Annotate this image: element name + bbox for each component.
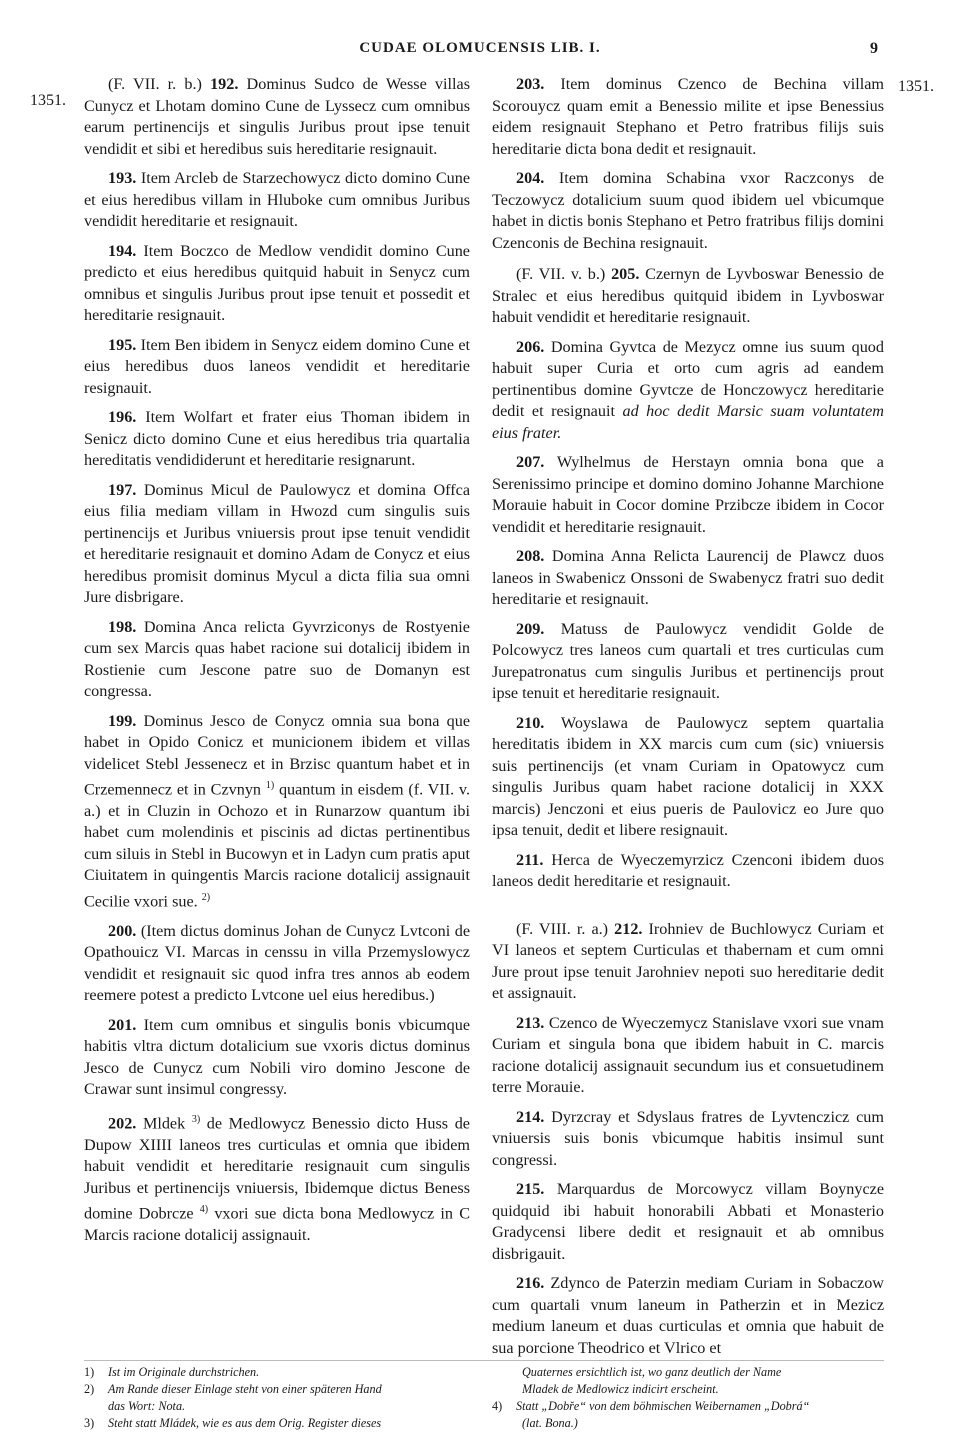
entry-208 [492, 546, 884, 611]
entry-214 [492, 1107, 884, 1172]
footnote-marker: 4) [492, 1399, 503, 1413]
footnote-mark: 4 [199, 1204, 205, 1216]
entry-198 [84, 617, 470, 703]
entry-193 [84, 168, 470, 233]
entry-text: Domina Anca relicta Gyvrziconys de Rostyenie cum sex Marcis quas habet racione sui dotalicij ibidem in Rostienie cum Jescone patre suo de Domanyn est congressa. [84, 617, 470, 700]
entry-text: Dominus Jesco de Conycz omnia sua bona que habet in Opido Conicz et municionem ibidem et villas videlicet Stebl Jessenecz et in Brzisc quantum habet et in Crzemennecz et in Czvnyn [84, 711, 471, 799]
entry-text: (Item dictus dominus Johan de Cunycz Lvtconi de Opathouicz VI. Marcas in censsu in villa Przemyslowycz vendidit et resignauit sic quod infra tres annos ab eodem reemere potest a predicto Lvtcone uel eius heredibus.) [84, 921, 471, 1005]
entry-number: 200. [108, 921, 137, 940]
footnote-text: Steht statt Mládek, wie es aus dem Orig. Register dieses [108, 1416, 382, 1430]
entry-text: Item Ben ibidem in Senycz eidem domino Cune et eius heredibus duos laneos vendidit et hereditarie resignauit. [84, 335, 470, 397]
footnote-text: Am Rande dieser Einlage steht von einer späteren Hand [108, 1382, 382, 1396]
entry-195 [84, 335, 470, 400]
entry-text: Dominus Sudco de Wesse villas Cunycz et Lhotam domino Cune de Lyssecz cum omnibus earum pertinencijs et singulis Juribus prout ipse tenuit vendidit et sibi et heredibus suis hereditarie resignauit. [84, 75, 470, 158]
entry-number: 206. [516, 337, 545, 356]
entry-text: Item dominus Czenco de Bechina villam Scorouycz quam emit a Benessio milite et ipse Benessius eidem resignauit Stephano et Petro fratribus filijs suis hereditarie dicta bona dedit et resignauit. [492, 75, 884, 158]
entry-number: 215. [516, 1180, 545, 1198]
folio-reference: (F. VIII. r. a.) [516, 919, 609, 938]
entry-text: Item Arcleb de Starzechowycz dicto domino Cune et eius heredibus villam in Hluboke cum omnibus Juribus vendidit hereditarie et resignauit. [84, 169, 470, 230]
entry-number: 192. [210, 75, 239, 93]
footnotes-left [84, 1364, 474, 1432]
entry-204 [492, 168, 884, 254]
entry-text: Irohniev de Buchlowycz Curiam et VI laneos et septem Curticulas et thabernam et cum omni Jure prout ipse tenuit Jarohniev nepoti suo hereditarie dedit et assignauit. [492, 919, 885, 1002]
entry-215 [492, 1179, 884, 1265]
entry-text: Czenco de Wyeczemycz Stanislave vxori sue vnam Curiam et singula bona que ibidem habuit in C. marcis racione dotalicij assignauit secundum ius et consuetudinem terre Morauie. [492, 1013, 884, 1096]
footnote-marker: 3) [84, 1416, 95, 1430]
entry-number: 194. [108, 241, 137, 260]
entry-210 [492, 713, 884, 842]
entry-text: Item cum omnibus et singulis bonis vbicumque habitis vltra dictum dotalicium sue vxoris dictus dominus Jesco de Cunycz cum Nobili viro domino Jescone de Crawar sunt insimul congressy. [84, 1015, 471, 1099]
right-column [492, 74, 884, 1367]
footnote-text: Statt „Dobře“ von dem böhmischen Weibernamen „Dobrá“ [516, 1399, 810, 1413]
entry-number: 210. [516, 713, 545, 732]
entry-number: 212. [614, 919, 643, 938]
entry-text: Domina Gyvtca de Mezycz omne ius suum quod habuit super Curia et orto cum agris ad eandem pertinentibus domine Gyvtcze de Honczowycz hereditarie dedit et resignauit [492, 337, 884, 420]
entry-text: Wylhelmus de Herstayn omnia bona que a Serenissimo principe et domino domino Johanne Marchione Morauie habuit in Cocor domine Przibcze ibidem in Cocor vendidit et hereditarie resignauit. [492, 453, 884, 536]
entry-number: 211. [516, 850, 544, 869]
entry-text: Item domina Schabina vxor Raczconys de Teczowycz dotalicium suum quod ibidem uel vbicumque habet in dictis bonis Stephano et Petro fratribus filijs domini Czenconis de Bechina resignauit. [492, 169, 885, 252]
entry-201 [84, 1015, 470, 1101]
entry-216 [492, 1273, 884, 1359]
entry-203 [492, 74, 884, 160]
running-title: CUDAE OLOMUCENSIS LIB. I. [359, 40, 601, 56]
entry-text: Domina Anna Relicta Laurencij de Plawcz duos laneos in Swabenicz Onssoni de Swabenycz fratri suo dedit hereditarie et resignauit. [492, 547, 884, 608]
entry-text: Woyslawa de Paulowycz septem quartalia hereditatis ibidem in XX marcis cum cum (sic) vniuersis suis pertinencijs (et vnam Curiam in Opatowycz cum singulis Juribus quam habet racione dotalicij in XXX marcis) Jenczoni et eius pueris de Paulovicz eo Jure quo ipsa tenuit, dedit et libere resignauit. [492, 713, 884, 839]
entry-text: Herca de Wyeczemyrzicz Czenconi ibidem duos laneos dedit hereditarie et resignauit. [492, 850, 885, 890]
footnote-mark: 1 [265, 780, 271, 791]
footnote-1 [84, 1364, 474, 1381]
entry-text: Marquardus de Morcowycz villam Boynycze quidquid ibi habuit honorabili Abbati et Monasterio Gradycensi libere dedit et resignauit et ab omnibus disbrigauit. [492, 1180, 884, 1263]
entry-number: 204. [516, 169, 545, 187]
footnote-3 [84, 1415, 474, 1432]
footnotes-right [492, 1364, 884, 1432]
entry-text: Item Wolfart et frater eius Thoman ibidem in Senicz dicto domino Cune et eius heredibus tria quartalia hereditatis vendididerunt et hereditarie resignarunt. [84, 408, 471, 469]
left-column [84, 74, 470, 1255]
entry-number: 193. [108, 169, 137, 187]
footnote-mark: 2 [201, 891, 207, 903]
footnote-4 [492, 1398, 884, 1415]
entry-text: Czernyn de Lyvboswar Benessio de Stralec et eius heredibus quitquid ibidem in Lyvboswar habuit vendidit et hereditarie resignauit. [492, 265, 884, 326]
entry-199: 199. Dominus Jesco de Conycz omnia sua bona que habet in Opido Conicz et municionem ibidem et villas videlicet Stebl Jessenecz et in Brzisc quantum habet et in Crzemennecz et in Czvnyn $^{1)}$ quantum in eisdem (f. VII. v. a.) et in Cluzin in Ochozo et in Runarzow quantum ibi habet cum molendinis et piscinis ad dictas pertinentibus cum siluis in Stebl in Bucowyn et in Ladyn cum pratis aput Ciuitatem in quingentis Marcis racione dotalicij assignauit Cecilie vxori sue. $^{2)}$ [84, 711, 471, 911]
entry-text: quantum in eisdem (f. VII. v. a.) et in Cluzin in Ochozo et in Runarzow quantum ibi habet cum molendinis et piscinis ad dictas pertinentibus cum siluis in Stebl in Bucowyn et in Ladyn cum pratis aput Ciuitatem in quingentis Marcis racione dotalicij assignauit Cecilie vxori sue. [84, 780, 471, 911]
entry-number: 207. [516, 453, 545, 471]
entry-192 [84, 74, 470, 160]
entry-202: 202. Mldek $^{3)}$ de Medlowycz Benessio dicto Huss de Dupow XIIII laneos tres curticulas et omnia que ibidem habuit vendidit et hereditarie resignauit cum singulis Juribus et pertinencijs vniuersis, Ibidemque dictus Beness domine Dobrcze $^{4)}$ vxori sue dicta bona Medlowycz in C Marcis racione dotalicij assignauit. [84, 1113, 470, 1245]
margin-year-left: 1351. [30, 92, 66, 109]
entry-text: Dyrzcray et Sdyslaus fratres de Lyvtenczicz cum vniuersis suis bonis vbicumque habitis insimul sunt congressi. [492, 1107, 884, 1169]
entry-number: 202. [108, 1114, 137, 1133]
entry-text: Matuss de Paulowycz vendidit Golde de Polcowycz tres laneos cum quartali et tres curticulas cum Jurepatronatus cum singulis Juribus et pertinencijs prout ipse tenuit et hereditarie resignauit. [492, 619, 884, 702]
entry-205 [492, 264, 884, 329]
entry-194 [84, 241, 470, 327]
footnote-text: Ist im Originale durchstrichen. [108, 1365, 260, 1379]
entry-number: 208. [516, 547, 545, 565]
entry-number: 213. [516, 1013, 545, 1032]
entry-number: 198. [108, 617, 137, 636]
footnote-2 [84, 1381, 474, 1398]
entry-text: Item Boczco de Medlow vendidit domino Cune predicto et eius heredibus quitquid habuit in Senycz cum omnibus et singulis Juribus prout ipse tenuit et possedit et hereditarie resignauit. [84, 241, 470, 324]
footnote-3-continued-line2: Mladek de Medlowicz indicirt erscheint. [522, 1382, 719, 1396]
entry-text: Zdynco de Paterzin mediam Curiam in Sobaczow cum quartali vnum laneum in Patherzin et in Mezicz medium laneum et duas curticulas et omnia que habuit de sua porcione Theodrico et Vlrico et [492, 1274, 884, 1357]
entry-197 [84, 480, 470, 609]
footnote-3-continued: Quaternes ersichtlich ist, wo ganz deutlich der Name [522, 1365, 782, 1379]
folio-reference: (F. VII. r. b.) [108, 75, 202, 93]
entry-text: vxori sue dicta bona Medlowycz in C Marcis racione dotalicij assignauit. [84, 1204, 470, 1245]
footnote-2-continuation: das Wort: Nota. [108, 1399, 186, 1413]
entry-209 [492, 619, 884, 705]
entry-number: 196. [108, 408, 137, 426]
page-header [0, 40, 960, 64]
entry-text: Dominus Micul de Paulowycz et domina Offca eius filia mediam villam in Hwozd cum singulis suis pertinencijs et Juribus vniuersis prout ipse tenuit vendidit et hereditarie resignauit et domino Adam de Conycz et eius heredibus promisit dominus Mycul a dicta filia sua omni Jure disbrigare. [84, 480, 470, 606]
entry-213 [492, 1013, 884, 1099]
entry-200 [84, 921, 470, 1007]
margin-year-right: 1351. [898, 78, 934, 95]
entry-text: Mldek [142, 1114, 186, 1133]
entry-number: 199. [108, 711, 137, 730]
entry-number: 205. [611, 265, 640, 283]
entry-number: 216. [516, 1274, 545, 1292]
entry-206 [492, 337, 884, 445]
entry-number: 197. [108, 480, 137, 499]
footnote-marker: 2) [84, 1382, 95, 1396]
entry-212 [492, 919, 884, 1005]
folio-reference: (F. VII. v. b.) [516, 265, 606, 283]
entry-text: de Medlowycz Benessio dicto Huss de Dupow XIIII laneos tres curticulas et omnia que ibidem habuit vendidit et hereditarie resignauit cum singulis Juribus et pertinencijs vniuersis, Ibidemque dictus Beness domine Dobrcze [84, 1114, 470, 1223]
entry-italic-addition: ad hoc dedit Marsic suam voluntatem eius frater. [492, 402, 884, 442]
footnote-mark: 3 [191, 1113, 197, 1125]
footnote-marker: 1) [84, 1365, 95, 1379]
entry-number: 209. [516, 619, 545, 638]
entry-number: 195. [108, 335, 137, 354]
page-number: 9 [870, 40, 878, 57]
footnote-4-continuation: (lat. Bona.) [522, 1416, 578, 1430]
entry-number: 203. [516, 75, 545, 93]
footnote-divider [84, 1360, 884, 1361]
entry-number: 201. [108, 1015, 137, 1034]
entry-207 [492, 452, 884, 538]
entry-211 [492, 850, 884, 893]
entry-196 [84, 407, 470, 472]
entry-number: 214. [516, 1107, 545, 1126]
